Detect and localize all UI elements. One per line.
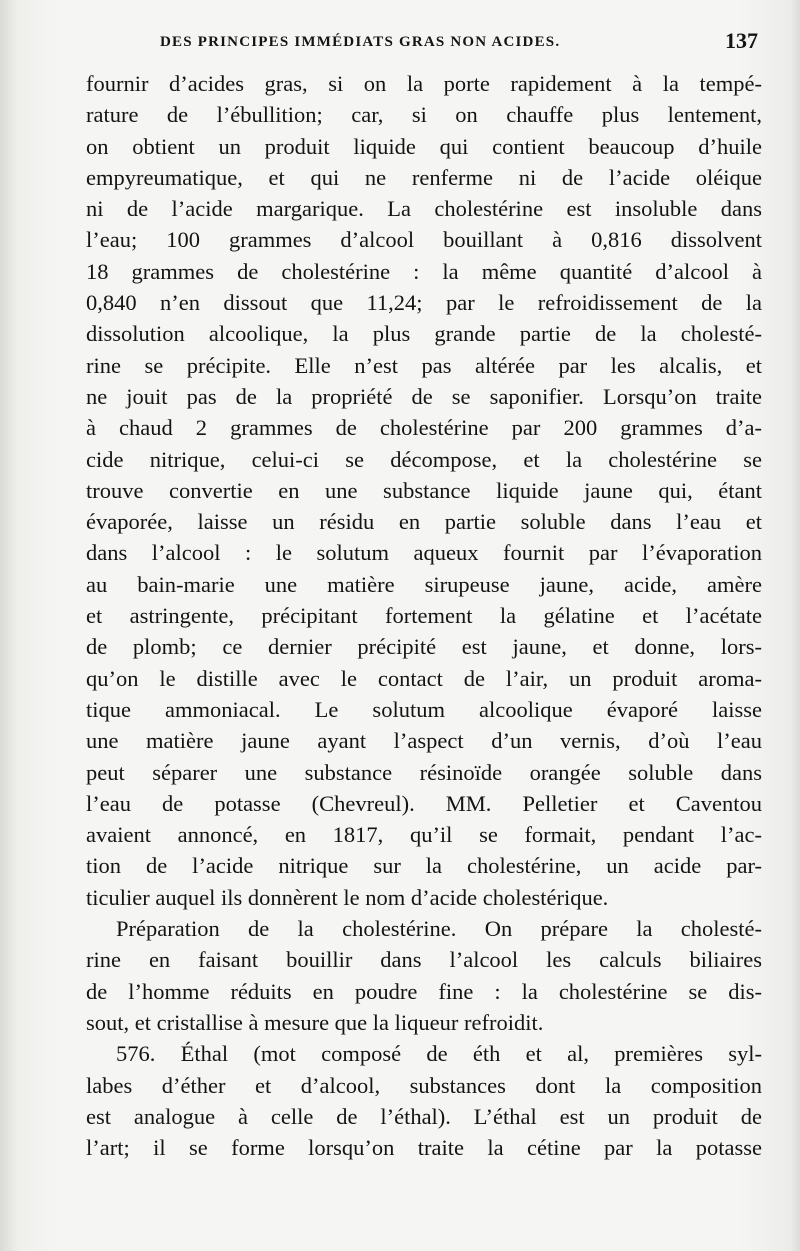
text-line: ticulier auquel ils donnèrent le nom d’acide cholestérique. <box>86 884 609 910</box>
text-line: empyreumatique, et qui ne renferme ni de l’acide oléique <box>86 164 762 190</box>
text-line: ne jouit pas de la propriété de se saponifier. Lorsqu’on traite <box>86 383 762 409</box>
text-line: 18 grammes de cholestérine : la même quantité d’alcool à <box>86 258 762 284</box>
page-header <box>160 28 770 58</box>
running-head: DES PRINCIPES IMMÉDIATS GRAS NON ACIDES. <box>160 34 561 50</box>
text-line: évaporée, laisse un résidu en partie soluble dans l’eau et <box>86 509 762 535</box>
text-line: 0,840 n’en dissout que 11,24; par le refroidissement de la <box>86 290 762 316</box>
text-line: qu’on le distille avec le contact de l’air, un produit aroma- <box>86 665 762 691</box>
text-line: dans l’alcool : le solutum aqueux fournit par l’évaporation <box>86 540 762 566</box>
text-line: trouve convertie en une substance liquide jaune qui, étant <box>86 477 762 503</box>
text-line: tion de l’acide nitrique sur la cholestérine, un acide par- <box>86 853 762 879</box>
text-line: ni de l’acide margarique. La cholestérine est insoluble dans <box>86 196 762 222</box>
text-line: sout, et cristallise à mesure que la liqueur refroidit. <box>86 1009 544 1035</box>
text-line: rine se précipite. Elle n’est pas altérée par les alcalis, et <box>86 352 762 378</box>
text-line: l’eau; 100 grammes d’alcool bouillant à 0,816 dissolvent <box>86 227 762 253</box>
text-line: avaient annoncé, en 1817, qu’il se formait, pendant l’ac- <box>86 822 762 848</box>
text-line: l’art; il se forme lorsqu’on traite la cétine par la potasse <box>86 1135 762 1161</box>
page-number: 137 <box>725 28 758 53</box>
text-line: on obtient un produit liquide qui contient beaucoup d’huile <box>86 133 762 159</box>
text-line: à chaud 2 grammes de cholestérine par 200 grammes d’a- <box>86 415 762 441</box>
text-line: de l’homme réduits en poudre fine : la cholestérine se dis- <box>86 978 762 1004</box>
text-line: est analogue à celle de l’éthal). L’éthal est un produit de <box>86 1103 762 1129</box>
text-line: l’eau de potasse (Chevreul). MM. Pelletier et Caventou <box>86 790 762 816</box>
body-text <box>86 68 762 1163</box>
text-line: de plomb; ce dernier précipité est jaune, et donne, lors- <box>86 634 762 660</box>
text-line: cide nitrique, celui-ci se décompose, et la cholestérine se <box>86 446 762 472</box>
text-line: au bain-marie une matière sirupeuse jaune, acide, amère <box>86 571 762 597</box>
text-line: rine en faisant bouillir dans l’alcool les calculs biliaires <box>86 947 762 973</box>
text-line: une matière jaune ayant l’aspect d’un vernis, d’où l’eau <box>86 728 762 754</box>
text-line: et astringente, précipitant fortement la gélatine et l’acétate <box>86 603 762 629</box>
text-line: 576. Éthal (mot composé de éth et al, premières syl- <box>116 1041 762 1067</box>
text-line: peut séparer une substance résinoïde orangée soluble dans <box>86 759 762 785</box>
text-line: Préparation de la cholestérine. On prépare la cholesté- <box>116 916 762 942</box>
text-line: labes d’éther et d’alcool, substances dont la composition <box>86 1072 762 1098</box>
text-line: rature de l’ébullition; car, si on chauffe plus lentement, <box>86 102 762 128</box>
text-line: dissolution alcoolique, la plus grande partie de la cholesté- <box>86 321 762 347</box>
text-line: fournir d’acides gras, si on la porte rapidement à la tempé- <box>86 71 762 96</box>
text-line: tique ammoniacal. Le solutum alcoolique évaporé laisse <box>86 696 762 722</box>
